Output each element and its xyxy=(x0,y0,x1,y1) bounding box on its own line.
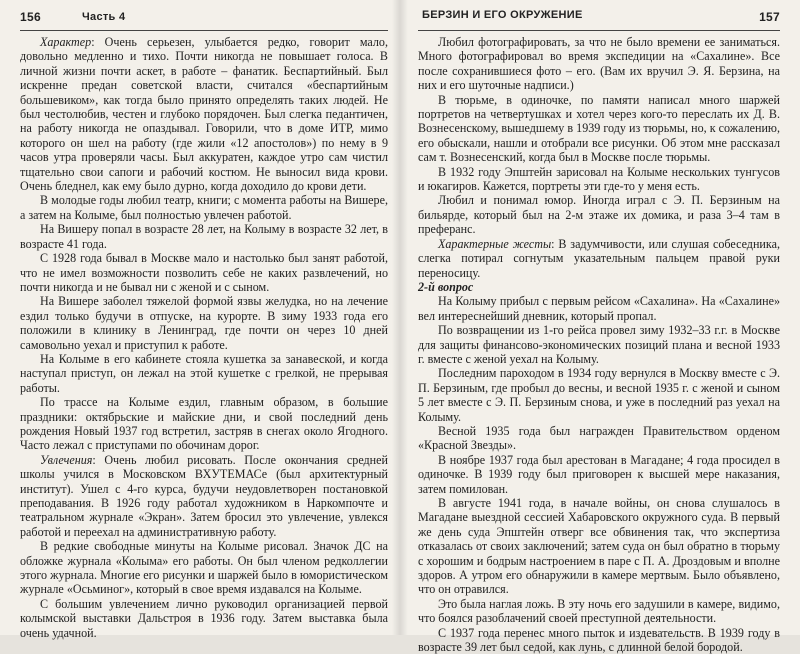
paragraph xyxy=(20,539,388,597)
paragraph xyxy=(418,280,780,294)
paragraph xyxy=(20,294,388,352)
paragraph-text: С большим увлечением лично руководил организацией первой колымской выставки Дальстроя в 1936 году. Затем выставка была очень удачной. xyxy=(20,596,388,640)
paragraph-text: Любил и понимал юмор. Иногда играл с Э. П. Берзиным на бильярде, который был на 2-м этаже их домика, и раза 3–4 там в преферанс. xyxy=(418,193,780,237)
paragraph-lead: Характерные жесты xyxy=(438,236,552,251)
paragraph xyxy=(418,323,780,366)
paragraph-text: В ноябре 1937 года был арестован в Магадане; 4 года просидел в одиночке. В 1939 году был приговорен к высшей мере наказания, затем помилован. xyxy=(418,452,780,496)
paragraph-text: Последним пароходом в 1934 году вернулся в Москву вместе с Э. П. Берзиным, где пробыл до весны, и весной 1935 г. с женой и сыном 5 лет вместе с Э. П. Берзиным снова, и уже в последний раз уехал на Колыму. xyxy=(418,366,780,424)
right-page-number: 157 xyxy=(759,10,780,24)
paragraph-text: С 1937 года перенес много пыток и издевательств. В 1939 году в возрасте 39 лет был седой, как лунь, с длинной белой бородой. xyxy=(418,625,780,654)
paragraph xyxy=(418,626,780,654)
paragraph xyxy=(418,366,780,424)
paragraph xyxy=(418,424,780,453)
paragraph-text: На Колыму прибыл с первым рейсом «Сахалина». На «Сахалине» вел интереснейший дневник, который пропал. xyxy=(418,294,780,323)
paragraph-text: Любил фотографировать, за что не было времени ее заниматься. Много фотографировал во время экспедиции на «Сахалине». Все после сохранившиеся фото – его. (Вам их вручил Э. Я. Берзина, на них и его шуточные надписи.) xyxy=(418,35,780,93)
paragraph-text: На Колыме в его кабинете стояла кушетка за занавеской, и когда наступал приступ, он лежал на этой кушетке с грелкой, не прерывая работы. xyxy=(20,351,388,395)
paragraph xyxy=(20,251,388,294)
paragraph-text: : В задумчивости, или слушая собеседника, слегка потирал согнутым указательным пальцем правой руки переносицу. xyxy=(418,236,780,280)
paragraph-text: Весной 1935 года был награжден Правительством орденом «Красной Звезды». xyxy=(418,423,780,453)
paragraph xyxy=(20,35,388,193)
left-page-header xyxy=(20,0,388,31)
paragraph-text: С 1928 года бывал в Москве мало и настолько был занят работой, что не имел возможности позволить себе не каких развлечений, но почти никогда и не бывал ни с женой и с сыном. xyxy=(20,251,388,294)
paragraph-text: На Вишере заболел тяжелой формой язвы желудка, но на лечение ездил только будучи в отпуске, на курорте. В зиму 1933 года его положили в клинику в Ленинград, где почти он через 10 дней самовольно уехал и приступил к работе. xyxy=(20,294,388,352)
right-page-header xyxy=(418,0,780,31)
paragraph xyxy=(418,496,780,597)
paragraph-text: В 1932 году Эпштейн зарисовал на Колыме нескольких тунгусов и юкагиров. Кажется, портреты эти где-то у меня есть. xyxy=(418,164,780,194)
paragraph-text: По трассе на Колыме ездил, главным образом, в большие праздники: октябрьские и майские дни, и свой последний день рождения Новый 1937 год встретил, застряв в снегах около Ягодного. Часто лежал с приступами по обочинам дорог. xyxy=(20,395,388,453)
paragraph xyxy=(20,453,388,539)
paragraph-text: : Очень любил рисовать. После окончания средней школы учился в Московском ВХУТЕМАСе (был архитектурный институт). Ушел с 4-го курса, будучи неудовлетворен постановкой преподавания. В 1926 году работал художником в Наркомпочте и театральном журнале «Экран». Затем бросил это увлечение, увлекся работой и переехал на административную работу. xyxy=(20,452,388,539)
paragraph xyxy=(418,165,780,194)
paragraph-text: По возвращении из 1-го рейса провел зиму 1932–33 г.г. в Москве для защиты финансово-экономических позиций плана и весной 1933 г. вместе с женой уехал на Колыму. xyxy=(418,323,780,366)
paragraph xyxy=(20,193,388,222)
paragraph-text: : Очень серьезен, улыбается редко, говорит мало, довольно медленно и тихо. Почти никогда не повышает голоса. В личной жизни почти аскет, в работе – фанатик. Беспартийный. Был искренне предан советской власти, считался «беспартийным большевиком», как тогда было принято определять таких людей. Не был честолюбив, честен и глубоко порядочен. Был слегка педантичен, на работу никогда не опаздывал. Говорили, что в доме ИТР, мимо которого он шел на работу (где жили «12 апостолов») по нему в 9 часов утра проверяли часы. Был аккуратен, каждое утро сам чистил тщательно свои сапоги и рабочий костюм. Не выносил вида крови. Очень бледнел, как ему было дурно, когда доходило до крови дети. xyxy=(20,35,388,194)
paragraph xyxy=(20,352,388,395)
right-page xyxy=(400,0,800,654)
left-running-head: Часть 4 xyxy=(82,11,126,23)
paragraph-text: На Вишеру попал в возрасте 28 лет, на Колыму в возрасте 32 лет, в возрасте 41 года. xyxy=(20,222,388,251)
paragraph-text: В тюрьме, в одиночке, по памяти написал много шаржей портретов на четвертушках и хотел через кого-то переслать их Д. В. Вознесенскому, вышедшему в 1939 году из тюрьмы, но, к сожалению, его обыскали, нашли и отобрали все рисунки. Об этом мне рассказал сам т. Вознесенский, когда был в Москве после тюрьмы. xyxy=(418,92,780,165)
paragraph xyxy=(418,597,780,626)
paragraph xyxy=(418,237,780,280)
section-subheading: 2-й вопрос xyxy=(418,279,474,294)
paragraph-text: В молодые годы любил театр, книги; с момента работы на Вишере, а затем на Колыме, был полностью увлечен работой. xyxy=(20,193,388,222)
paragraph xyxy=(20,222,388,251)
paragraph xyxy=(418,93,780,165)
paragraph xyxy=(418,453,780,496)
paragraph xyxy=(418,294,780,323)
paragraph-lead: Увлечения xyxy=(40,452,93,467)
left-page-body xyxy=(20,35,388,640)
paragraph xyxy=(20,395,388,453)
paragraph-text: В августе 1941 года, в начале войны, он снова слушалось в Магадане выездной сессией Хабаровского окружного суда. В первый же день суда Эпштейн отверг все обвинения так, что экспертиза отказалась от своих заключений; затем суда он был обратно в тюрьму с хорошим и бодрым настроением в паре с П. А. Дроздовым и вполне здоров. А утром его обнаружили в камере мертвым. Было объявлено, что он отравился. xyxy=(418,496,780,597)
paragraph xyxy=(418,35,780,93)
right-running-head: БЕРЗИН И ЕГО ОКРУЖЕНИЕ xyxy=(422,9,583,21)
paragraph-text: Это была наглая ложь. В эту ночь его задушили в камере, видимо, что боялся разоблачений своей преступной деятельности. xyxy=(418,596,780,626)
paragraph xyxy=(418,193,780,236)
left-page-number: 156 xyxy=(20,10,41,24)
paragraph-lead: Характер xyxy=(40,35,92,49)
paragraph xyxy=(20,597,388,640)
right-page-body xyxy=(418,35,780,654)
paragraph-text: В редкие свободные минуты на Колыме рисовал. Значок ДС на обложке журнала «Колыма» его работы. Он был членом редколлегии этого журнала. Многие его рисунки и шаржей было в юмористическом журнале «Осьминог», который в свое время издавался на Колыме. xyxy=(20,539,388,597)
left-page xyxy=(0,0,400,640)
